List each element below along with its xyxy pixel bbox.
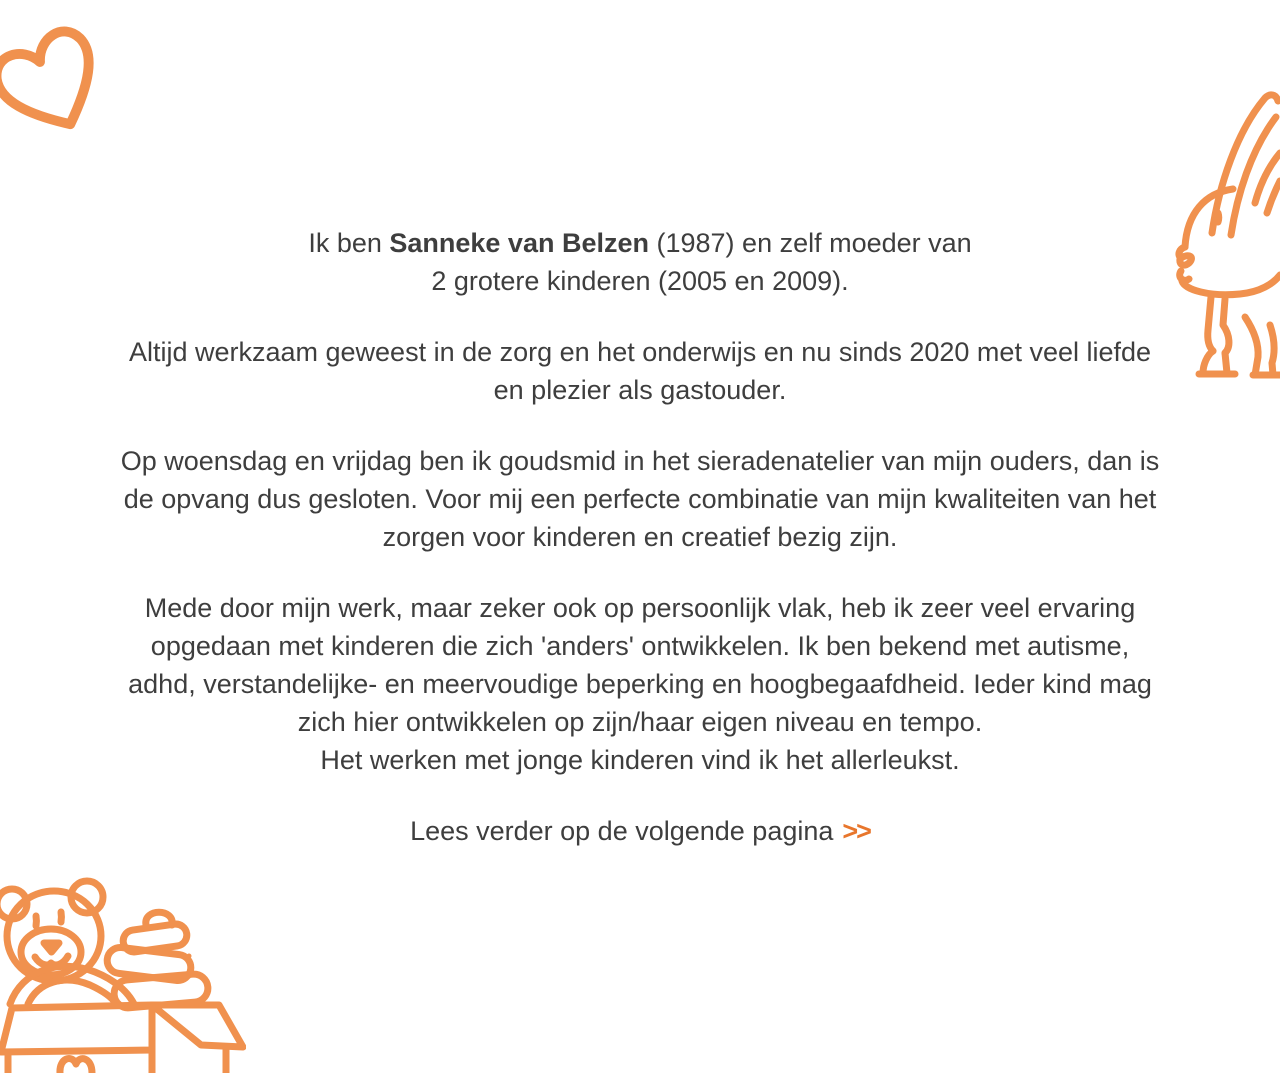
- teddy-toy-box-icon: [0, 868, 246, 1073]
- read-more-text: Lees verder op de volgende pagina: [410, 816, 834, 846]
- intro-line-1: [0, 224, 1280, 262]
- text-line: Altijd werkzaam geweest in de zorg en het onderwijs en nu sinds 2020 met veel liefde: [128, 337, 1152, 367]
- text-line: Op woensdag en vrijdag ben ik goudsmid in het sieradenatelier van mijn ouders, dan is: [120, 446, 1160, 476]
- text-line: zorgen voor kinderen en creatief bezig zijn.: [382, 522, 898, 552]
- text-line: de opvang dus gesloten. Voor mij een perfecte combinatie van mijn kwaliteiten van het: [123, 484, 1157, 514]
- text-line: adhd, verstandelijke- en meervoudige beperking en hoogbegaafdheid. Ieder kind mag: [128, 669, 1152, 699]
- heart-icon: [0, 0, 155, 165]
- next-page-arrows[interactable]: >>: [842, 816, 870, 846]
- text-line: Mede door mijn werk, maar zeker ook op persoonlijk vlak, heb ik zeer veel ervaring: [144, 593, 1136, 623]
- paragraph-work-history: [0, 333, 1280, 409]
- about-me-text: [0, 224, 1280, 850]
- text-line: Het werken met jonge kinderen vind ik het allerleukst.: [320, 745, 960, 775]
- person-name: Sanneke van Belzen: [389, 228, 649, 258]
- text-line: en plezier als gastouder.: [493, 375, 787, 405]
- intro-prefix: Ik ben: [308, 228, 390, 258]
- paragraph-experience: [0, 589, 1280, 779]
- intro-line-2: 2 grotere kinderen (2005 en 2009).: [431, 266, 849, 296]
- text-line: zich hier ontwikkelen op zijn/haar eigen niveau en tempo.: [297, 707, 983, 737]
- text-line: opgedaan met kinderen die zich 'anders' ontwikkelen. Ik ben bekend met autisme,: [150, 631, 1130, 661]
- paragraph-intro: [0, 224, 1280, 300]
- paragraph-goldsmith: [0, 442, 1280, 556]
- intro-suffix: (1987) en zelf moeder van: [649, 228, 972, 258]
- read-more-line: [0, 812, 1280, 850]
